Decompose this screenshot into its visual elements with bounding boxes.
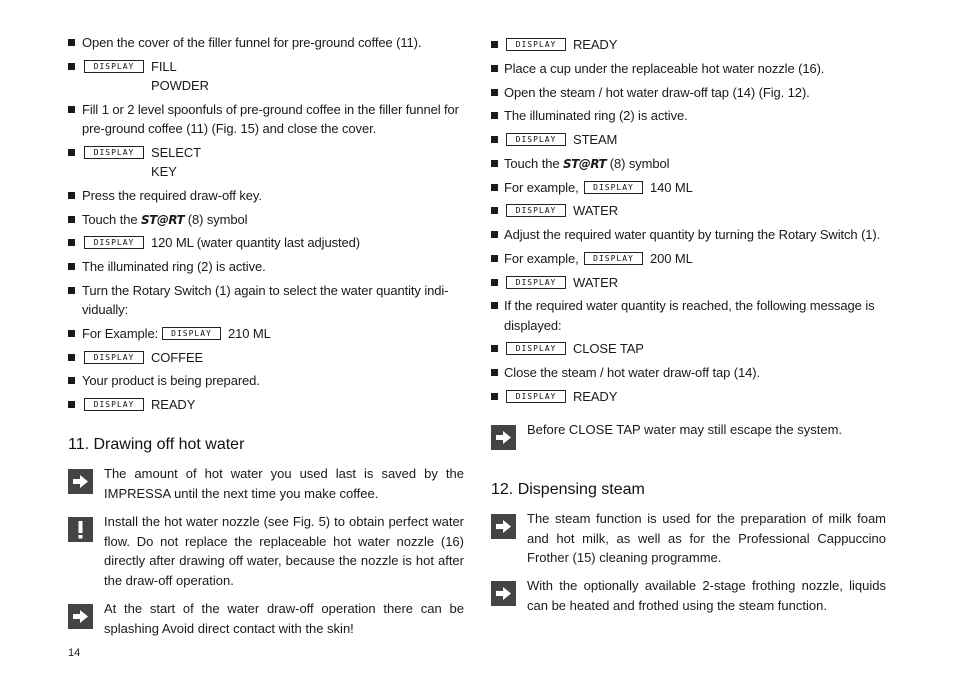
instruction-pre: Touch the (504, 156, 560, 171)
instruction-text: The illuminated ring (2) is active. (504, 108, 688, 123)
note-text: Before CLOSE TAP water may still escape the system. (527, 422, 843, 437)
display-message-line1: SELECT (151, 145, 201, 160)
display-icon: DISPLAY (84, 236, 144, 249)
bullet (491, 207, 498, 214)
display-message-line2: KEY (151, 164, 177, 179)
instruction-text: Place a cup under the replaceable hot water nozzle (16). (504, 61, 825, 76)
display-message: 120 ML (water quantity last adjusted) (151, 235, 360, 250)
display-message: 200 ML (650, 251, 693, 266)
bullet (491, 41, 498, 48)
bullet (68, 354, 75, 361)
note-text: With the optionally available 2-stage frothing nozzle, liquids can be heated and frothed using the steam function. (527, 578, 886, 613)
instruction-pre: For Example: (82, 326, 159, 341)
start-symbol-icon: ST@RT (563, 157, 607, 171)
instruction-text: Adjust the required water quantity by turning the Rotary Switch (1). (504, 227, 881, 242)
instruction-text: Open the cover of the filler funnel for pre-ground coffee (11). (82, 35, 422, 50)
bullet (491, 160, 498, 167)
bullet (68, 377, 75, 384)
instruction-pre: For example, (504, 180, 579, 195)
instruction-text (82, 210, 247, 231)
display-icon: DISPLAY (84, 60, 144, 73)
arrow-info-icon (491, 514, 516, 539)
instruction-post: (8) symbol (609, 156, 670, 171)
display-icon: DISPLAY (506, 38, 566, 51)
bullet (68, 216, 75, 223)
bullet (68, 63, 75, 70)
display-message: WATER (573, 203, 618, 218)
display-icon: DISPLAY (584, 252, 643, 265)
instruction-text: pre-ground coffee (11) (Fig. 15) and close the cover. (82, 121, 377, 136)
instruction-text: The illuminated ring (2) is active. (82, 259, 266, 274)
bullet (68, 239, 75, 246)
instruction-text: Close the steam / hot water draw-off tap (14). (504, 365, 761, 380)
display-icon: DISPLAY (84, 351, 144, 364)
note-text: At the start of the water draw-off operation there can be splashing Avoid direct contact with the skin! (104, 601, 464, 636)
instruction-text: displayed: (504, 318, 562, 333)
display-message: READY (573, 37, 618, 52)
bullet (68, 192, 75, 199)
bullet (68, 330, 75, 337)
bullet (68, 39, 75, 46)
instruction-text (504, 154, 669, 175)
bullet (68, 263, 75, 270)
display-message-line1: FILL (151, 59, 177, 74)
instruction-text: Fill 1 or 2 level spoonfuls of pre-ground coffee in the filler funnel for (82, 102, 459, 117)
display-icon: DISPLAY (584, 181, 643, 194)
section-title: 12. Dispensing steam (491, 481, 645, 498)
instruction-text: Press the required draw-off key. (82, 188, 262, 203)
instruction-post: (8) symbol (187, 212, 248, 227)
display-message: WATER (573, 275, 618, 290)
display-message: 210 ML (228, 326, 271, 341)
instruction-pre: Touch the (82, 212, 138, 227)
arrow-info-icon (491, 425, 516, 450)
bullet (491, 136, 498, 143)
note-text: The amount of hot water you used last is saved by the IMPRESSA until the next time you make coffee. (104, 466, 464, 501)
bullet (491, 65, 498, 72)
display-icon: DISPLAY (506, 342, 566, 355)
display-icon: DISPLAY (506, 276, 566, 289)
note-text: The steam function is used for the preparation of milk foam and hot milk, as well as for the Professional Cappuccino Frother (15) cleaning programme. (527, 511, 886, 565)
display-message: STEAM (573, 132, 618, 147)
warning-exclamation-icon (68, 517, 93, 542)
display-message: 140 ML (650, 180, 693, 195)
instruction-text: vidually: (82, 302, 129, 317)
display-icon: DISPLAY (84, 398, 144, 411)
instruction-text: Open the steam / hot water draw-off tap (14) (Fig. 12). (504, 85, 810, 100)
instruction-pre: For example, (504, 251, 579, 266)
display-message: CLOSE TAP (573, 341, 644, 356)
warning-text: Install the hot water nozzle (see Fig. 5) to obtain perfect water flow. Do not replace the replaceable hot water nozzle (16) directly after drawing off water, because the nozzle is hot after the draw-off operation. (104, 514, 464, 588)
display-icon: DISPLAY (84, 146, 144, 159)
page-number: 14 (68, 647, 81, 659)
start-symbol-icon: ST@RT (141, 213, 185, 227)
bullet (68, 401, 75, 408)
bullet (491, 255, 498, 262)
instruction-text: Your product is being prepared. (82, 373, 260, 388)
bullet (491, 112, 498, 119)
display-icon: DISPLAY (506, 133, 566, 146)
bullet (491, 302, 498, 309)
display-message-line2: POWDER (151, 78, 209, 93)
bullet (491, 369, 498, 376)
display-message: COFFEE (151, 350, 204, 365)
arrow-info-icon (491, 581, 516, 606)
bullet (491, 231, 498, 238)
bullet (491, 89, 498, 96)
display-icon: DISPLAY (162, 327, 221, 340)
display-message: READY (573, 389, 618, 404)
instruction-text: Turn the Rotary Switch (1) again to select the water quantity indi- (82, 283, 449, 298)
instruction-text: If the required water quantity is reached, the following message is (504, 298, 875, 313)
arrow-info-icon (68, 469, 93, 494)
section-title: 11. Drawing off hot water (68, 436, 245, 453)
arrow-info-icon (68, 604, 93, 629)
bullet (491, 393, 498, 400)
bullet (491, 345, 498, 352)
bullet (68, 149, 75, 156)
bullet (68, 106, 75, 113)
display-message: READY (151, 397, 196, 412)
display-icon: DISPLAY (506, 390, 566, 403)
bullet (491, 184, 498, 191)
bullet (68, 287, 75, 294)
display-icon: DISPLAY (506, 204, 566, 217)
bullet (491, 279, 498, 286)
